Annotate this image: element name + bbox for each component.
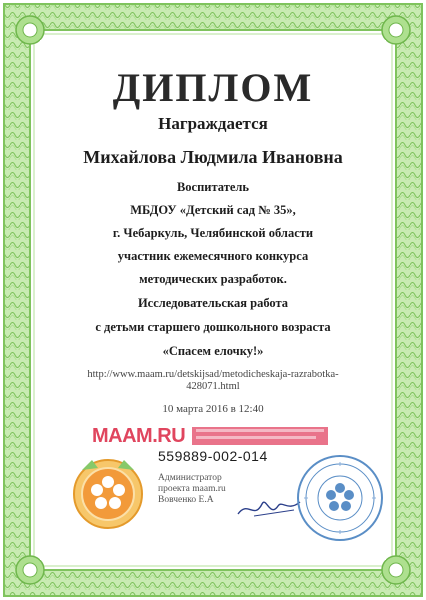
official-stamp-icon [294,452,386,544]
diploma-title: ДИПЛОМ [112,65,314,110]
diploma-content [40,40,386,560]
position-line: Воспитатель [176,180,250,194]
administrator-block [158,473,226,506]
institution-line: МБДОУ «Детский сад № 35», [130,203,296,217]
logo-strip [192,427,328,445]
admin-title: Администратор [158,473,222,483]
audience-line: с детьми старшего дошкольного возраста [95,320,331,334]
issue-date: 10 марта 2016 в 12:40 [162,403,264,415]
admin-name: Вовченко Е.А [158,495,214,505]
award-heading: Награждается [158,114,268,133]
work-type-line: Исследовательская работа [137,296,289,310]
contest-line: методических разработок. [139,272,287,286]
recipient-name: Михайлова Людмила Ивановна [83,147,343,167]
diploma-code: 559889-002-014 [158,448,268,464]
work-title-line: «Спасем елочку!» [162,344,264,358]
publication-url[interactable]: http://www.maam.ru/detskijsad/metodicheskaja-razrabotka- 428071.html [87,369,339,392]
maam-logo: MAAM.RU [92,425,186,447]
medal-icon [68,452,148,532]
participant-line: участник ежемесячного конкурса [117,249,309,263]
admin-project: проекта maam.ru [158,484,226,494]
city-line: г. Чебаркуль, Челябинской области [112,226,314,240]
